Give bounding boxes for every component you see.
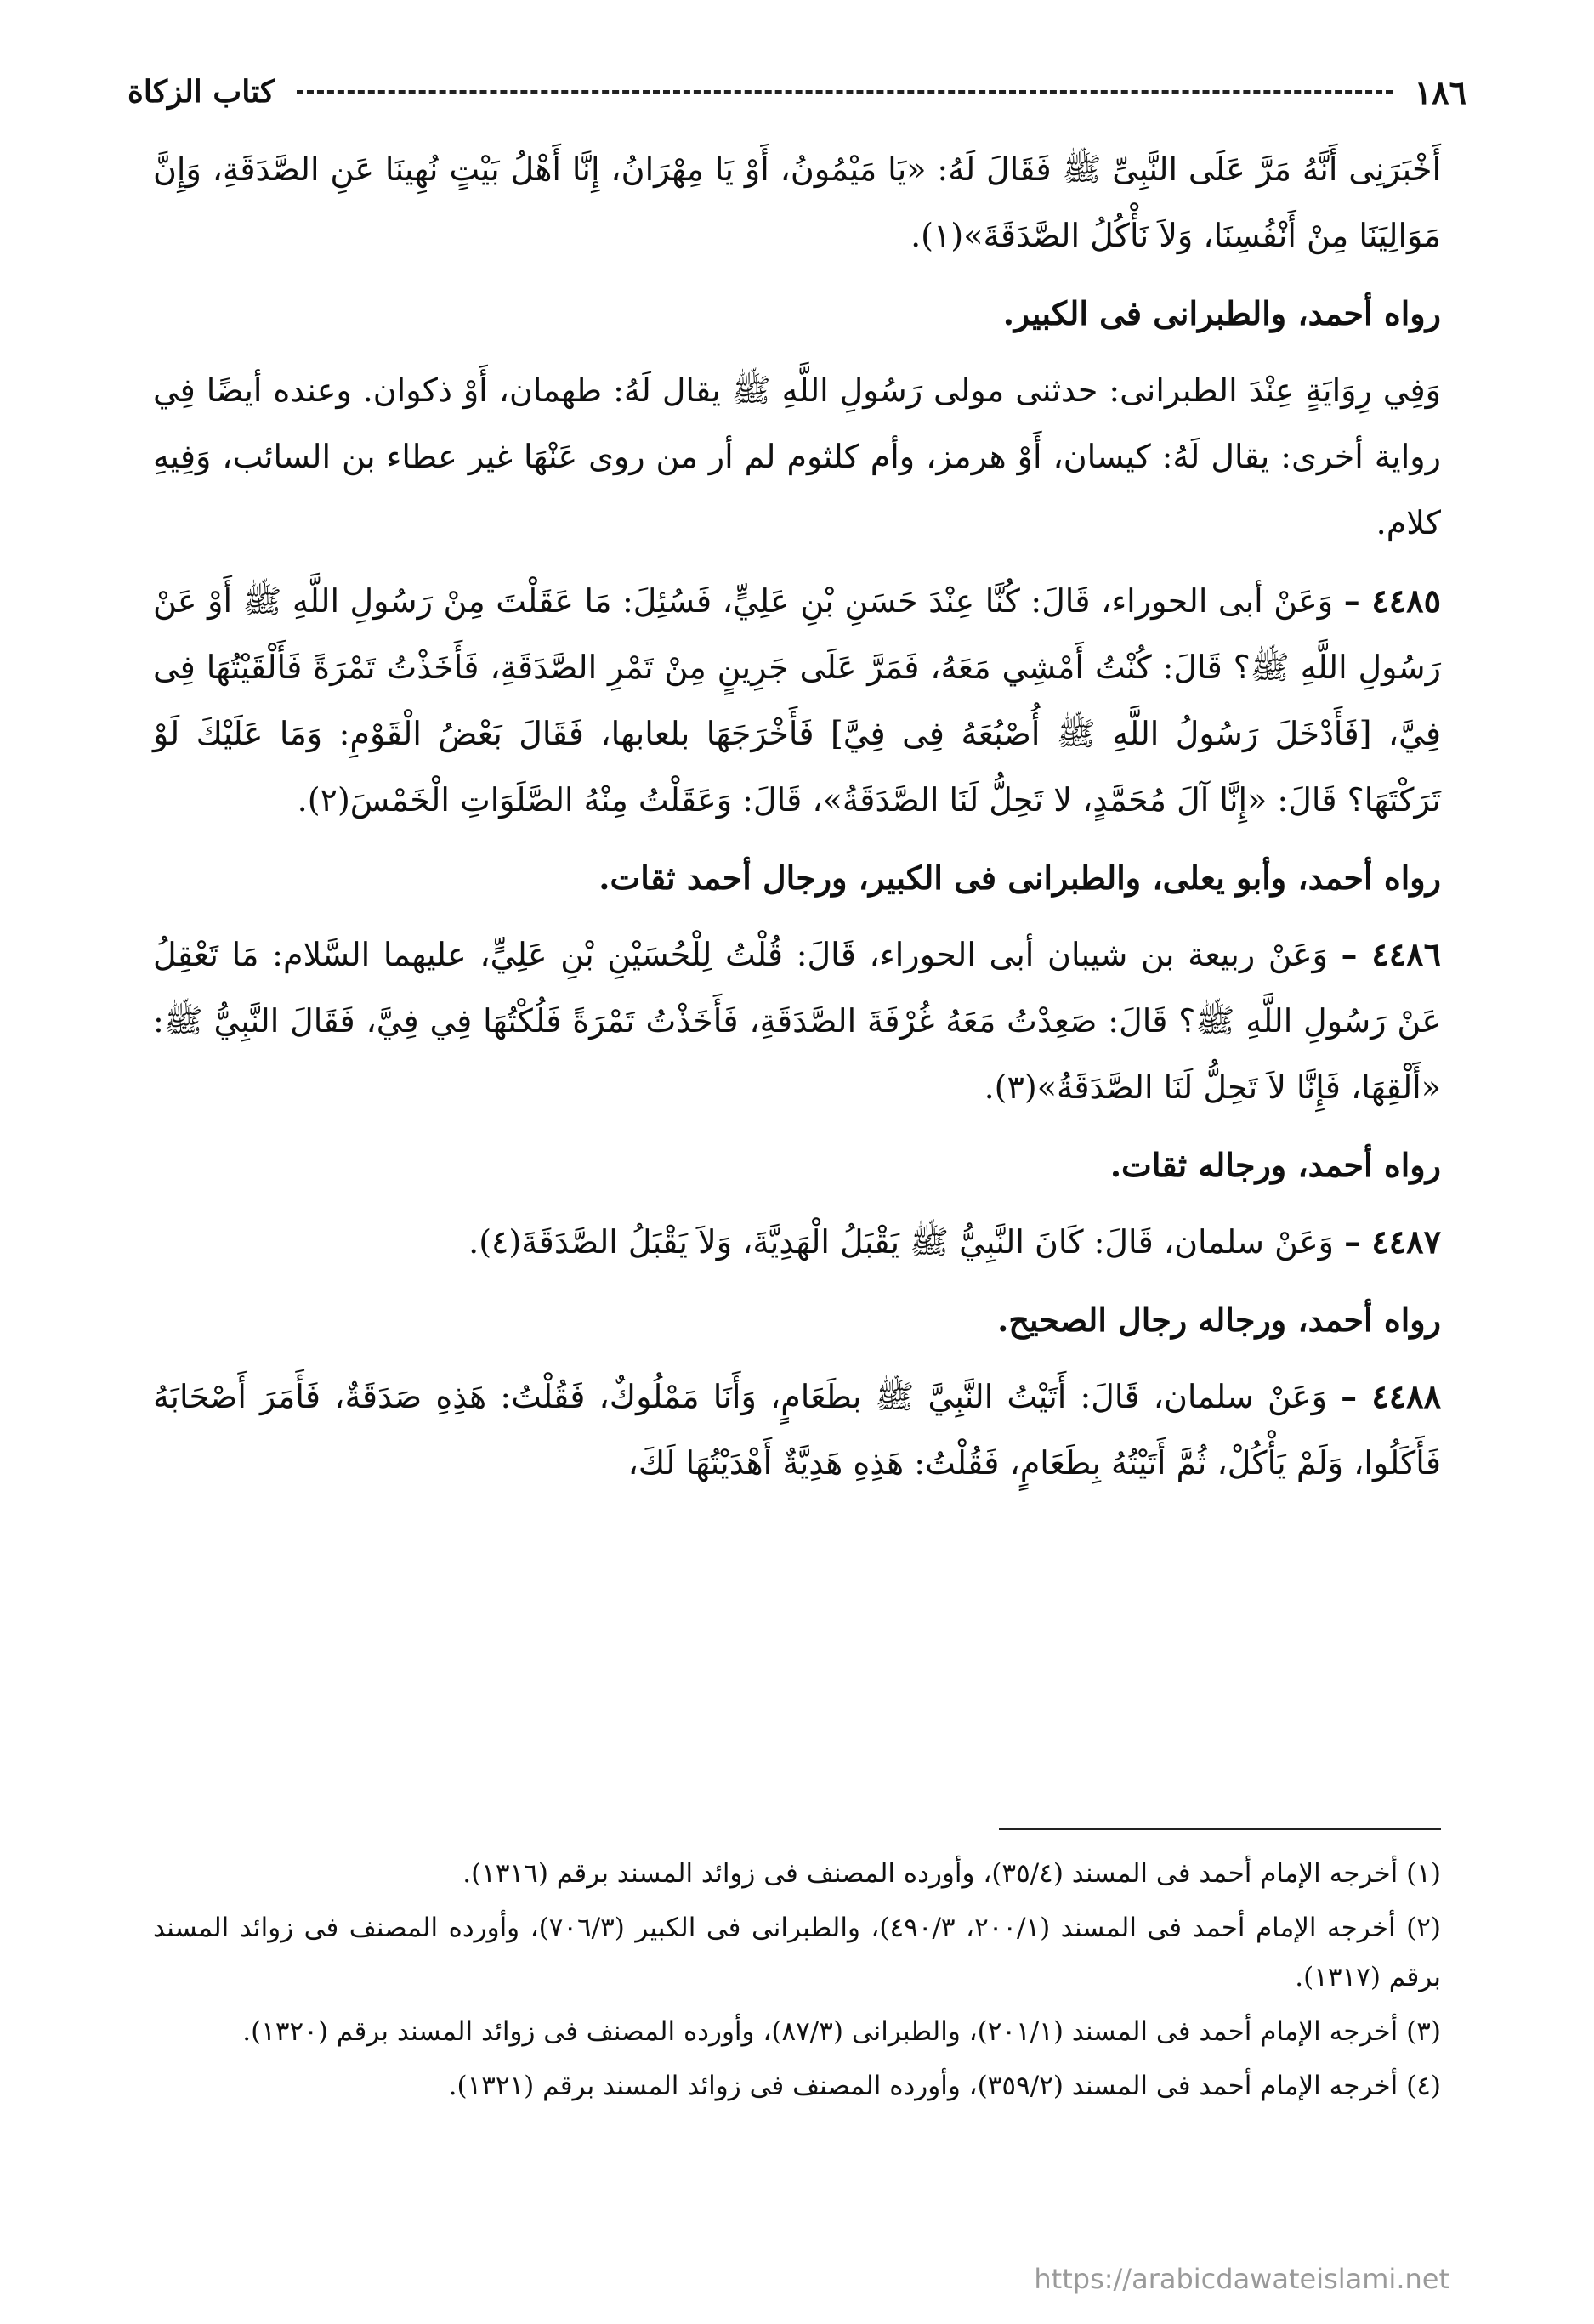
hadith-text: وَعَنْ ربيعة بن شيبان أبى الحوراء، قَالَ: قُلْتُ لِلْحُسَيْنِ بْنِ عَلِيٍّ، عليهما السَّلام: مَا تَعْقِلُ عَنْ رَسُولِ اللَّهِ ﷺ؟ قَالَ: صَعِدْتُ مَعَهُ غُرْفَةَ الصَّدَقَةِ، فَأَخَذْتُ تَمْرَةً فَلُكْتُهَا فِي فِيَّ، فَقَالَ النَّبِيُّ ﷺ: «أَلْقِهَا، فَإِنَّا لاَ تَحِلُّ لَنَا الصَّدَقَةُ»(٣). — [153, 936, 1441, 1106]
footnotes — [153, 1849, 1441, 2116]
source-note: رواه أحمد، ورجاله رجال الصحيح. — [997, 1301, 1441, 1339]
hadith-4487 — [153, 1209, 1441, 1275]
source-note: رواه أحمد، والطبرانى فى الكبير. — [1002, 294, 1441, 332]
footnote-1: (١) أخرجه الإمام أحمد فى المسند (٣٥/٤)، وأورده المصنف فى زوائد المسند برقم (١٣١٦). — [462, 1858, 1441, 1889]
hadith-number: ٤٤٨٨ – — [1341, 1377, 1441, 1415]
footnote-separator — [999, 1828, 1441, 1830]
page-header — [128, 66, 1466, 117]
hadith-4486 — [153, 921, 1441, 1120]
page-number: ١٨٦ — [1414, 72, 1466, 111]
watermark-url: https://arabicdawateislami.net — [1034, 2263, 1449, 2295]
footnote-2: (٢) أخرجه الإمام أحمد فى المسند (٢٠٠/١، ٤٩٠/٣)، والطبرانى فى الكبير (٧٠٦/٣)، وأورده المصنف فى زوائد المسند برقم (١٣١٧). — [153, 1913, 1442, 1992]
hadith-number: ٤٤٨٦ – — [1341, 935, 1441, 973]
hadith-text: وَعَنْ أبى الحوراء، قَالَ: كُنَّا عِنْدَ حَسَنِ بْنِ عَلِيٍّ، فَسُئِلَ: مَا عَقَلْتَ مِنْ رَسُولِ اللَّهِ ﷺ أَوْ عَنْ رَسُولِ اللَّهِ ﷺ؟ قَالَ: كُنْتُ أَمْشِي مَعَهُ، فَمَرَّ عَلَى جَرِينٍ مِنْ تَمْرِ الصَّدَقَةِ، فَأَخَذْتُ تَمْرَةً فَأَلْقَيْتُهَا فِى فِيَّ، [فَأَدْخَلَ رَسُولُ اللَّهِ ﷺ أُصْبُعَهُ فِى فِيَّ] فَأَخْرَجَهَا بلعابها، فَقَالَ بَعْضُ الْقَوْمِ: وَمَا عَلَيْكَ لَوْ تَرَكْتَهَا؟ قَالَ: «إِنَّا آلَ مُحَمَّدٍ، لا تَحِلُّ لَنَا الصَّدَقَةُ»، قَالَ: وَعَقَلْتُ مِنْهُ الصَّلَوَاتِ الْخَمْسَ(٢). — [153, 582, 1441, 819]
narration-variant: وَفِي رِوَايَةٍ عِنْدَ الطبرانى: حدثنى مولى رَسُولِ اللَّهِ ﷺ يقال لَهُ: طهمان، أَوْ ذكوان. وعنده أيضًا فِي رواية أخرى: يقال لَهُ: كيسان، أَوْ هرمز، وأم كلثوم لم أر من روى عَنْهَا غير عطاء بن السائب، وَفِيهِ كلام. — [153, 371, 1441, 541]
footnote-4: (٤) أخرجه الإمام أحمد فى المسند (٣٥٩/٢)، وأورده المصنف فى زوائد المسند برقم (١٣٢١). — [448, 2071, 1441, 2101]
hadith-number: ٤٤٨٥ – — [1343, 581, 1441, 620]
hadith-text: وَعَنْ سلمان، قَالَ: أَتَيْتُ النَّبِيَّ ﷺ بطَعَامٍ، وَأَنَا مَمْلُوكٌ، فَقُلْتُ: هَذِهِ صَدَقَةٌ، فَأَمَرَ أَصْحَابَهُ فَأَكَلُوا، وَلَمْ يَأْكُلْ، ثُمَّ أَتَيْتُهُ بِطَعَامٍ، فَقُلْتُ: هَذِهِ هَدِيَّةٌ أَهْدَيْتُهَا لَكَ، — [153, 1378, 1441, 1482]
footnote-3: (٣) أخرجه الإمام أحمد فى المسند (٢٠١/١)، والطبرانى (٨٧/٣)، وأورده المصنف فى زوائد المسند برقم (١٣٢٠). — [242, 2016, 1441, 2047]
hadith-4485 — [153, 568, 1441, 833]
main-text — [153, 136, 1441, 1508]
book-title: كتاب الزكاة — [128, 74, 275, 110]
source-note: رواه أحمد، وأبو يعلى، والطبرانى فى الكبير، ورجال أحمد ثقات. — [598, 859, 1441, 897]
hadith-4488 — [153, 1363, 1441, 1496]
hadith-number: ٤٤٨٧ – — [1344, 1222, 1441, 1261]
hadith-continuation: أَخْبَرَنِى أَنَّهُ مَرَّ عَلَى النَّبِىِّ ﷺ فَقَالَ لَهُ: «يَا مَيْمُونُ، أَوْ يَا مِهْرَانُ، إِنَّا أَهْلُ بَيْتٍ نُهِينَا عَنِ الصَّدَقَةِ، وَإِنَّ مَوَالِيَنَا مِنْ أَنْفُسِنَا، وَلاَ نَأْكُلُ الصَّدَقَةَ»(١). — [153, 150, 1441, 254]
hadith-text: وَعَنْ سلمان، قَالَ: كَانَ النَّبِيُّ ﷺ يَقْبَلُ الْهَدِيَّةَ، وَلاَ يَقْبَلُ الصَّدَقَةَ(٤). — [468, 1223, 1335, 1261]
header-dashed-rule — [297, 90, 1393, 94]
source-note: رواه أحمد، ورجاله ثقات. — [1109, 1146, 1441, 1184]
